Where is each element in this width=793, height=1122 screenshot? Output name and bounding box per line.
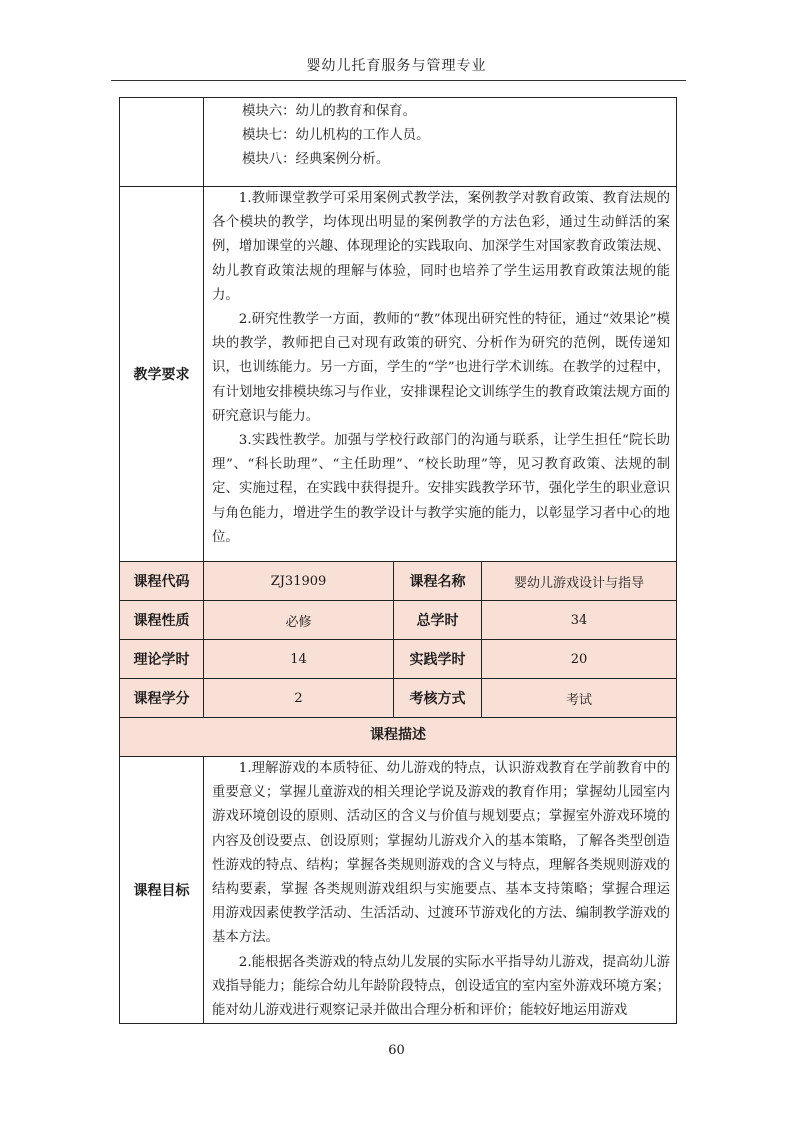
header-rule — [111, 80, 686, 81]
info-row-credits — [120, 679, 677, 718]
page-number: 60 — [388, 1043, 405, 1058]
modules-continued-row — [120, 98, 677, 187]
credits-value: 2 — [204, 679, 394, 718]
assessment-value: 考试 — [482, 679, 677, 718]
course-objectives-content — [204, 757, 677, 1024]
info-row-nature — [120, 601, 677, 640]
teaching-requirements-label: 教学要求 — [120, 187, 204, 562]
module-item: 模块七：幼儿机构的工作人员。 — [242, 128, 430, 144]
info-row-code — [120, 562, 677, 601]
objective-paragraph: 1.理解游戏的本质特征、幼儿游戏的特点，认识游戏教育在学前教育中的 重要意义；掌握儿童游戏的相关理论学说及游戏的教育作用；掌握幼儿园室内游戏环境创设的原则、活动区的含义与价值与规划要点；掌握室外游戏环境的内容及创设要点、创设原则；掌握幼儿游戏介入的基本策略，了解各类型创造性游戏的特点、结构；掌握各类规则游戏的含义与特点，理解各类规则游戏的结构要素，掌握 各类规则游戏组织与实施要点、基本支持策略；掌握合理运用游戏因素使教学活动、生活活动、过渡环节游戏化的方法、编制教学游戏的基本方法。 — [212, 761, 671, 946]
requirement-paragraph: 2.研究性教学一方面，教师的“教”体现出研究性的特征，通过“效果论”模块的教学，教师把自己对现有政策的研究、分析作为研究的范例，既传递知识，也训练能力。另一方面，学生的“学”也进行学术训练。在教学的过程中，有计划地安排模块练习与作业，安排课程论文训练学生的教育政策法规方面的研究意识与能力。 — [212, 312, 671, 424]
theory-hours-value: 14 — [204, 640, 394, 679]
course-table — [119, 97, 677, 1024]
module-item: 模块六：幼儿的教育和保育。 — [242, 104, 417, 119]
credits-label: 课程学分 — [120, 679, 204, 718]
total-hours-label: 总学时 — [394, 601, 482, 640]
course-objectives-row — [120, 757, 677, 1024]
teaching-requirements-content — [204, 187, 677, 562]
course-nature-label: 课程性质 — [120, 601, 204, 640]
course-nature-value: 必修 — [204, 601, 394, 640]
course-name-value: 婴幼儿游戏设计与指导 — [482, 562, 677, 601]
practice-hours-value: 20 — [482, 640, 677, 679]
requirement-paragraph: 3.实践性教学。加强与学校行政部门的沟通与联系，让学生担任“院长助理”、“科长助理”、“主任助理”、“校长助理”等，见习教育政策、法规的制定、实施过程，在实践中获得提升。安排实践教学环节，强化学生的职业意识与角色能力，增进学生的教学设计与教学实施的能力，以彰显学习者中心的地位。 — [212, 433, 671, 545]
page-header: 婴幼儿托育服务与管理专业 — [306, 58, 487, 74]
modules-cell — [204, 98, 677, 187]
info-row-hours — [120, 640, 677, 679]
teaching-requirements-row — [120, 187, 677, 562]
description-heading-row — [120, 718, 677, 757]
total-hours-value: 34 — [482, 601, 677, 640]
course-description-heading: 课程描述 — [120, 718, 677, 757]
empty-label-cell — [120, 98, 204, 187]
practice-hours-label: 实践学时 — [394, 640, 482, 679]
objective-paragraph: 2.能根据各类游戏的特点幼儿发展的实际水平指导幼儿游戏，提高幼儿游戏指导能力；能综合幼儿年龄阶段特点，创设适宜的室内室外游戏环境方案；能对幼儿游戏进行观察记录并做出合理分析和评价；能较好地运用游戏 — [212, 954, 671, 1019]
theory-hours-label: 理论学时 — [120, 640, 204, 679]
course-objectives-label: 课程目标 — [120, 757, 204, 1024]
course-code-label: 课程代码 — [120, 562, 204, 601]
course-code-value: ZJ31909 — [204, 562, 394, 601]
module-item: 模块八：经典案例分析。 — [242, 152, 390, 168]
assessment-label: 考核方式 — [394, 679, 482, 718]
requirement-paragraph: 1.教师课堂教学可采用案例式教学法，案例教学对教育政策、教育法规的各个模块的教学，均体现出明显的案例教学的方法色彩，通过生动鲜活的案例，增加课堂的兴趣、体现理论的实践取向、加深学生对国家教育政策法规、幼儿教育政策法规的理解与体验，同时也培养了学生运用教育政策法规的能力。 — [212, 191, 671, 303]
course-name-label: 课程名称 — [394, 562, 482, 601]
